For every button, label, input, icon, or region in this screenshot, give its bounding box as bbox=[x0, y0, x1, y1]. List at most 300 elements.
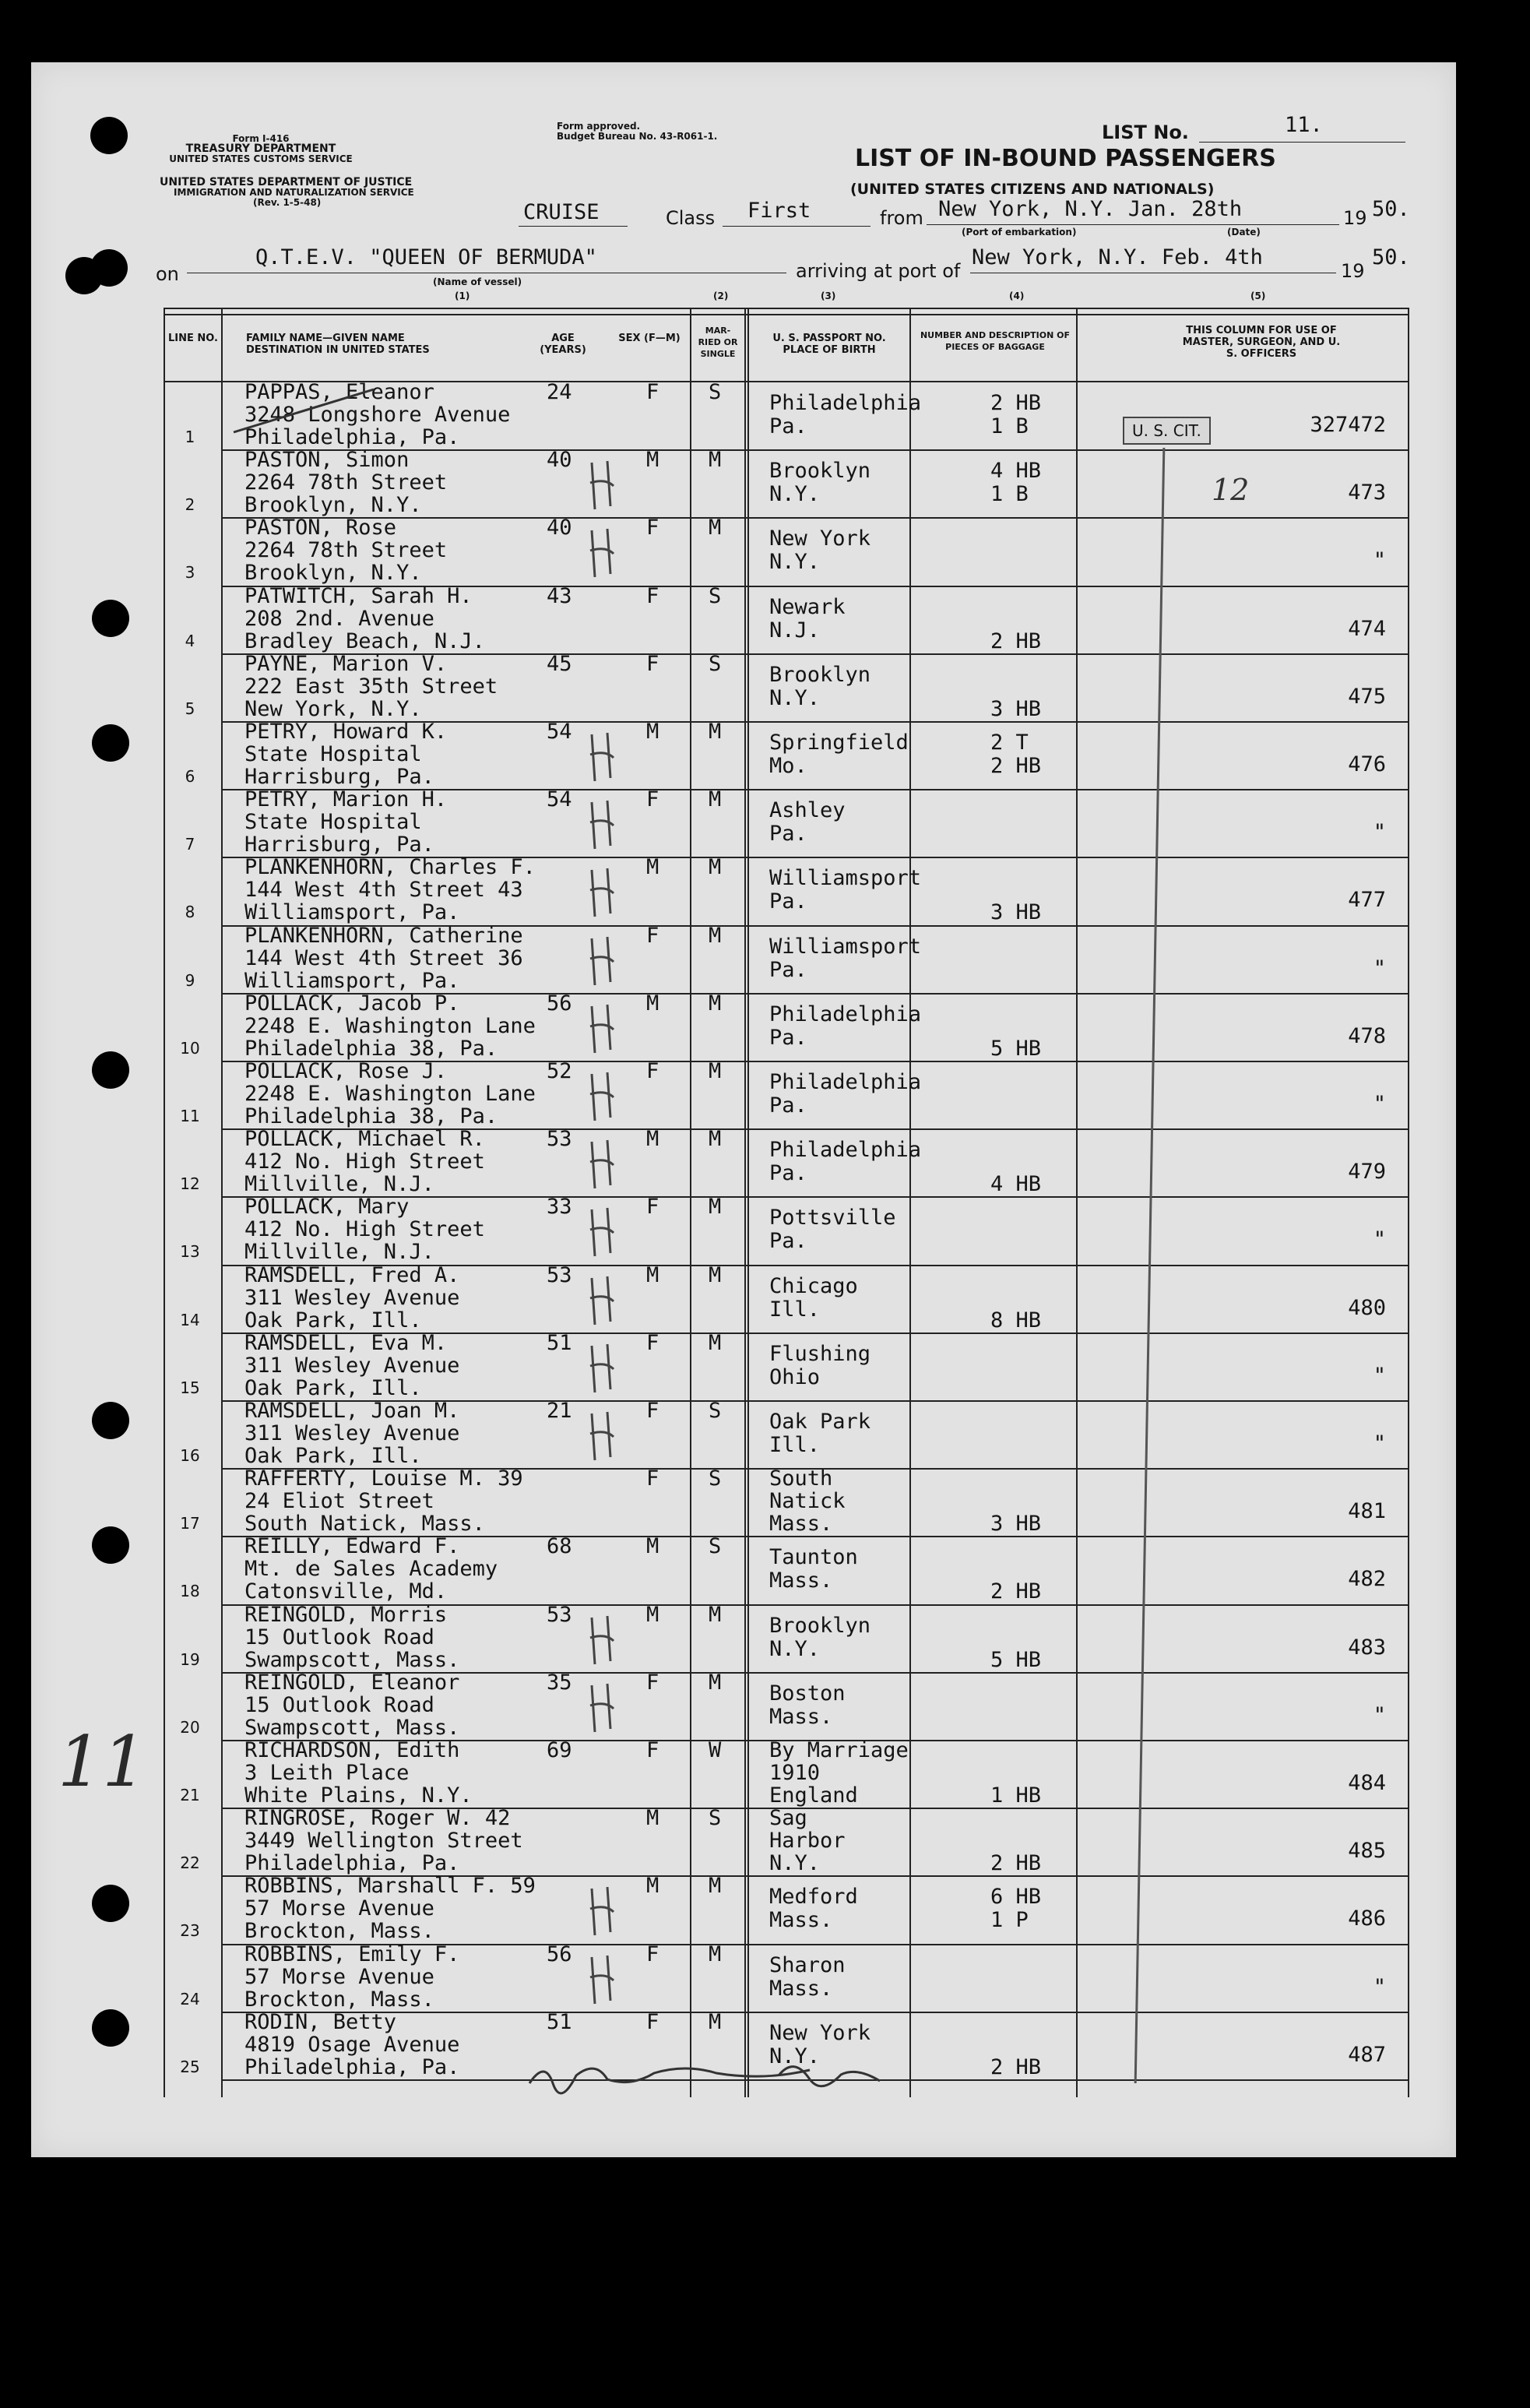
table-row bbox=[164, 1670, 1409, 1741]
birth-place-line2: Natick bbox=[769, 1489, 846, 1514]
table-row bbox=[164, 1534, 1409, 1604]
table-row bbox=[164, 787, 1409, 857]
line-number: 5 bbox=[185, 699, 195, 718]
passenger-name: PLANKENHORN, Charles F. bbox=[244, 855, 536, 880]
col-officers: THIS COLUMN FOR USE OF MASTER, SURGEON, AND U. S. OFFICERS bbox=[1182, 325, 1341, 360]
baggage-line2: 2 HB bbox=[990, 1579, 1042, 1604]
officer-number: " bbox=[1373, 820, 1386, 845]
destination-city: Brockton, Mass. bbox=[244, 1919, 434, 1944]
officer-number: 484 bbox=[1348, 1771, 1386, 1795]
baggage-line2: 1 B bbox=[990, 414, 1029, 438]
passenger-name: POLLACK, Michael R. bbox=[244, 1127, 485, 1152]
destination-city: Williamsport, Pa. bbox=[244, 900, 460, 925]
age: 56 bbox=[547, 1942, 572, 1966]
destination-street: 2264 78th Street bbox=[244, 538, 448, 563]
destination-city: Philadelphia 38, Pa. bbox=[244, 1036, 498, 1061]
destination-street: 57 Morse Avenue bbox=[244, 1964, 434, 1989]
passenger-name: RAFFERTY, Louise M. 39 bbox=[244, 1466, 523, 1491]
punch-hole bbox=[92, 2009, 129, 2047]
age: 33 bbox=[547, 1195, 572, 1220]
line-number: 19 bbox=[180, 1649, 200, 1669]
age: 51 bbox=[547, 1330, 572, 1355]
officer-number: 483 bbox=[1348, 1635, 1386, 1660]
line-number: 7 bbox=[185, 835, 195, 854]
marital-status: M bbox=[709, 855, 722, 880]
marital-status: M bbox=[709, 1059, 722, 1083]
age: 54 bbox=[547, 720, 572, 744]
age: 69 bbox=[547, 1738, 572, 1762]
baggage-line1: 2 HB bbox=[990, 391, 1042, 415]
destination-street: 412 No. High Street bbox=[244, 1149, 485, 1174]
destination-street: 4819 Osage Avenue bbox=[244, 2032, 460, 2057]
line-number: 13 bbox=[180, 1242, 200, 1262]
marital-status: M bbox=[709, 720, 722, 744]
vessel-caption: (Name of vessel) bbox=[433, 276, 522, 287]
date-caption: (Date) bbox=[1227, 227, 1261, 238]
age: 35 bbox=[547, 1670, 572, 1695]
age: 53 bbox=[547, 1262, 572, 1287]
table-row bbox=[164, 857, 1409, 925]
destination-city: Harrisburg, Pa. bbox=[244, 833, 434, 857]
birth-place-line1: New York bbox=[769, 2020, 871, 2045]
birth-place-line2: Mass. bbox=[769, 1908, 833, 1933]
approval-block bbox=[557, 121, 717, 142]
line-number: 1 bbox=[185, 428, 195, 446]
officer-number: 487 bbox=[1348, 2042, 1386, 2067]
marital-status: S bbox=[709, 583, 722, 608]
us-citizen-stamp: U. S. CIT. bbox=[1123, 417, 1211, 445]
checkmark-icon bbox=[584, 1881, 631, 1943]
passenger-name: POLLACK, Rose J. bbox=[244, 1059, 448, 1083]
table-top-rule bbox=[164, 308, 1409, 309]
officer-number: 473 bbox=[1348, 481, 1386, 505]
destination-city: Williamsport, Pa. bbox=[244, 968, 460, 993]
destination-street: 57 Morse Avenue bbox=[244, 1896, 434, 1921]
birth-place-line2: Mass. bbox=[769, 1976, 833, 2001]
form-rev: (Rev. 1-5-48) bbox=[253, 197, 322, 208]
form-approved: Form approved. bbox=[557, 121, 641, 132]
budget-bureau: Budget Bureau No. 43-R061-1. bbox=[557, 131, 718, 142]
divider bbox=[519, 226, 628, 227]
checkmark-icon bbox=[584, 727, 631, 789]
sex: F bbox=[646, 923, 659, 948]
checkmark-icon bbox=[584, 794, 631, 857]
age: 24 bbox=[547, 380, 572, 404]
sex: F bbox=[646, 1466, 659, 1491]
marital-status: M bbox=[709, 1262, 722, 1287]
checkmark-icon bbox=[584, 455, 631, 517]
birth-place-line2: Pa. bbox=[769, 1025, 807, 1050]
baggage-line2: 8 HB bbox=[990, 1308, 1042, 1332]
marital-status: M bbox=[709, 1874, 722, 1899]
table-row bbox=[164, 923, 1409, 994]
col-sex: SEX (F—M) bbox=[618, 333, 681, 344]
line-number: 14 bbox=[180, 1310, 200, 1329]
destination-street: 412 No. High Street bbox=[244, 1217, 485, 1242]
passenger-name: ROBBINS, Emily F. bbox=[244, 1942, 460, 1966]
punch-hole bbox=[90, 117, 128, 154]
baggage-line2: 1 P bbox=[990, 1908, 1029, 1933]
birth-place-line1: Ashley bbox=[769, 798, 846, 823]
list-no-label: LIST No. bbox=[1102, 121, 1189, 143]
birth-place-line1: Springfield bbox=[769, 730, 909, 755]
justice-block bbox=[160, 178, 502, 208]
age: 56 bbox=[547, 991, 572, 1016]
destination-city: Swampscott, Mass. bbox=[244, 1715, 460, 1740]
birth-place-line1: Philadelphia bbox=[769, 1070, 922, 1094]
line-number: 4 bbox=[185, 631, 195, 650]
baggage-line1: 2 T bbox=[990, 730, 1029, 755]
birth-place-line1: Newark bbox=[769, 594, 846, 619]
line-number: 3 bbox=[185, 563, 195, 583]
birth-place-line1: Brooklyn bbox=[769, 662, 871, 687]
passenger-name: RAMSDELL, Joan M. bbox=[244, 1399, 460, 1423]
col-age: AGE (YEARS) bbox=[540, 333, 586, 356]
col-num-2: (2) bbox=[713, 290, 729, 301]
officer-number: " bbox=[1373, 1363, 1386, 1388]
col-name-line1: FAMILY NAME—GIVEN NAME bbox=[246, 333, 405, 344]
table-row bbox=[164, 583, 1409, 654]
table-row bbox=[164, 1401, 1409, 1469]
line-number: 15 bbox=[180, 1378, 200, 1397]
baggage-line2: 3 HB bbox=[990, 696, 1042, 721]
birth-place-line1: South bbox=[769, 1466, 833, 1491]
checkmark-icon bbox=[584, 862, 631, 924]
line-number: 2 bbox=[185, 495, 195, 515]
birth-place-line1: Philadelphia bbox=[769, 1002, 922, 1026]
officer-number: 475 bbox=[1348, 684, 1386, 709]
birth-place-line1: Oak Park bbox=[769, 1410, 871, 1434]
class-label: Class bbox=[666, 207, 716, 229]
table-row bbox=[164, 518, 1409, 586]
sex: M bbox=[646, 991, 659, 1016]
sex: F bbox=[646, 1670, 659, 1695]
baggage-line2: 5 HB bbox=[990, 1647, 1042, 1672]
destination-street: 144 West 4th Street 36 bbox=[244, 945, 523, 970]
officer-number: " bbox=[1373, 1092, 1386, 1116]
birth-place-line1: Williamsport bbox=[769, 934, 922, 959]
col-married: MAR- RIED OR SINGLE bbox=[698, 326, 738, 359]
line-number: 22 bbox=[180, 1854, 200, 1873]
age: 40 bbox=[547, 448, 572, 473]
destination-city: Millville, N.J. bbox=[244, 1240, 434, 1265]
marital-status: S bbox=[709, 1399, 722, 1423]
officer-number: 477 bbox=[1348, 888, 1386, 913]
baggage-line2: 2 HB bbox=[990, 1851, 1042, 1876]
port-caption: (Port of embarkation) bbox=[962, 227, 1077, 238]
birth-place-line2: N.Y. bbox=[769, 550, 821, 575]
punch-hole bbox=[90, 249, 128, 287]
destination-street: 208 2nd. Avenue bbox=[244, 606, 434, 631]
table-row bbox=[164, 991, 1409, 1061]
sex: F bbox=[646, 1059, 659, 1083]
cruise-label: CRUISE bbox=[523, 200, 600, 224]
line-number: 21 bbox=[180, 1786, 200, 1804]
passenger-table bbox=[164, 308, 1409, 2097]
margin-mark: 11 bbox=[58, 1721, 147, 1803]
officer-number: " bbox=[1373, 1974, 1386, 1999]
baggage-line2: 1 HB bbox=[990, 1783, 1042, 1808]
table-row bbox=[164, 1330, 1409, 1401]
birth-place-line2: N.Y. bbox=[769, 685, 821, 710]
divider bbox=[927, 224, 1339, 225]
checkmark-icon bbox=[584, 1134, 631, 1196]
handwritten-12: 12 bbox=[1212, 473, 1250, 507]
birth-place-line1: Brooklyn bbox=[769, 1613, 871, 1638]
line-number: 11 bbox=[180, 1107, 200, 1125]
line-number: 16 bbox=[180, 1446, 200, 1465]
birth-place-line1: Sharon bbox=[769, 1952, 846, 1977]
birth-place-line2: Ohio bbox=[769, 1364, 821, 1389]
passenger-name: RAMSDELL, Eva M. bbox=[244, 1330, 448, 1355]
line-number: 25 bbox=[180, 2057, 200, 2076]
officer-number: 479 bbox=[1348, 1160, 1386, 1185]
table-row bbox=[164, 1942, 1409, 2012]
form-number: Form I-416 bbox=[232, 133, 290, 144]
age: 53 bbox=[547, 1602, 572, 1627]
punch-hole bbox=[92, 1051, 129, 1089]
destination-street: State Hospital bbox=[244, 742, 422, 766]
birth-place-line2: Pa. bbox=[769, 1229, 807, 1254]
arriving-year: 50. bbox=[1372, 245, 1410, 269]
passenger-name: POLLACK, Mary bbox=[244, 1195, 410, 1220]
destination-city: Oak Park, Ill. bbox=[244, 1308, 422, 1332]
sex: M bbox=[646, 720, 659, 744]
baggage-line2: 2 HB bbox=[990, 754, 1042, 778]
table-row bbox=[164, 1061, 1409, 1129]
class-value: First bbox=[747, 199, 811, 223]
marital-status: S bbox=[709, 1534, 722, 1559]
sex: M bbox=[646, 1874, 659, 1899]
marital-status: S bbox=[709, 1806, 722, 1831]
birth-place-line2: Pa. bbox=[769, 957, 807, 982]
sex: F bbox=[646, 2009, 659, 2034]
officer-number: 481 bbox=[1348, 1499, 1386, 1524]
sex: F bbox=[646, 1942, 659, 1966]
passenger-name: PAPPAS, Eleanor bbox=[244, 380, 434, 404]
destination-city: Harrisburg, Pa. bbox=[244, 765, 434, 789]
checkmark-icon bbox=[584, 1406, 631, 1468]
officer-number: 480 bbox=[1348, 1295, 1386, 1320]
punch-hole bbox=[92, 1526, 129, 1564]
checkmark-icon bbox=[584, 1678, 631, 1740]
destination-city: Brooklyn, N.Y. bbox=[244, 561, 422, 586]
destination-city: Oak Park, Ill. bbox=[244, 1444, 422, 1468]
marital-status: M bbox=[709, 1127, 722, 1152]
arriving-label: arriving at port of bbox=[796, 260, 961, 282]
destination-city: Philadelphia 38, Pa. bbox=[244, 1104, 498, 1128]
officer-number: 327472 bbox=[1310, 413, 1386, 437]
birth-place-line3: England bbox=[769, 1783, 858, 1808]
birth-place-line1: Brooklyn bbox=[769, 459, 871, 484]
birth-place-line1: Philadelphia bbox=[769, 1138, 922, 1163]
table-row bbox=[164, 1876, 1409, 1944]
table-row bbox=[164, 1808, 1409, 1876]
destination-city: Philadelphia, Pa. bbox=[244, 1851, 460, 1876]
sex: F bbox=[646, 583, 659, 608]
sex: F bbox=[646, 1195, 659, 1220]
table-row bbox=[164, 1262, 1409, 1333]
baggage-line2: 2 HB bbox=[990, 628, 1042, 653]
passenger-name: RAMSDELL, Fred A. bbox=[244, 1262, 460, 1287]
arriving-year-prefix: 19 bbox=[1341, 260, 1365, 282]
marital-status: M bbox=[709, 516, 722, 540]
destination-city: Oak Park, Ill. bbox=[244, 1375, 422, 1400]
destination-city: Swampscott, Mass. bbox=[244, 1647, 460, 1672]
marital-status: M bbox=[709, 923, 722, 948]
from-year-prefix: 19 bbox=[1343, 207, 1367, 229]
form-title: LIST OF IN-BOUND PASSENGERS bbox=[855, 145, 1276, 172]
baggage-line1: 4 HB bbox=[990, 459, 1042, 484]
destination-city: Bradley Beach, N.J. bbox=[244, 628, 485, 653]
marital-status: W bbox=[709, 1738, 722, 1762]
birth-place-line2: N.Y. bbox=[769, 482, 821, 507]
birth-place-line2: Pa. bbox=[769, 1093, 807, 1118]
destination-street: 15 Outlook Road bbox=[244, 1692, 434, 1717]
customs-service: UNITED STATES CUSTOMS SERVICE bbox=[169, 153, 353, 164]
birth-place-line1: Flushing bbox=[769, 1341, 871, 1366]
age: 68 bbox=[547, 1534, 572, 1559]
destination-street: 3248 Longshore Avenue bbox=[244, 403, 511, 427]
passenger-name: PLANKENHORN, Catherine bbox=[244, 923, 523, 948]
sex: F bbox=[646, 516, 659, 540]
passenger-name: RINGROSE, Roger W. 42 bbox=[244, 1806, 511, 1831]
birth-place-line2: Ill. bbox=[769, 1297, 821, 1322]
destination-city: Philadelphia, Pa. bbox=[244, 2054, 460, 2079]
checkmark-icon bbox=[584, 1338, 631, 1400]
birth-place-line1: Taunton bbox=[769, 1545, 858, 1570]
destination-street: 3449 Wellington Street bbox=[244, 1829, 523, 1854]
form-subtitle: (UNITED STATES CITIZENS AND NATIONALS) bbox=[850, 181, 1215, 198]
table-row bbox=[164, 1129, 1409, 1197]
from-value: New York, N.Y. Jan. 28th bbox=[938, 197, 1243, 221]
line-number: 10 bbox=[180, 1038, 200, 1058]
sex: F bbox=[646, 1738, 659, 1762]
birth-place-line1: Boston bbox=[769, 1681, 846, 1706]
destination-city: South Natick, Mass. bbox=[244, 1512, 485, 1537]
birth-place-line2: Pa. bbox=[769, 1161, 807, 1186]
destination-street: 144 West 4th Street 43 bbox=[244, 878, 523, 903]
birth-place-line1: Williamsport bbox=[769, 866, 922, 891]
marital-status: M bbox=[709, 1195, 722, 1220]
officer-number: 478 bbox=[1348, 1023, 1386, 1048]
passenger-name: ROBBINS, Marshall F. 59 bbox=[244, 1874, 536, 1899]
destination-city: Philadelphia, Pa. bbox=[244, 425, 460, 449]
sex: M bbox=[646, 1534, 659, 1559]
destination-city: Brooklyn, N.Y. bbox=[244, 493, 422, 518]
sex: F bbox=[646, 380, 659, 404]
age: 52 bbox=[547, 1059, 572, 1083]
col-name bbox=[246, 333, 495, 356]
sex: F bbox=[646, 651, 659, 676]
destination-city: New York, N.Y. bbox=[244, 696, 422, 721]
destination-street: 15 Outlook Road bbox=[244, 1625, 434, 1649]
table-top-rule bbox=[164, 314, 1409, 315]
line-number: 23 bbox=[180, 1921, 200, 1941]
divider bbox=[723, 226, 871, 227]
ins-service: IMMIGRATION AND NATURALIZATION SERVICE bbox=[174, 187, 414, 198]
sex: M bbox=[646, 1806, 659, 1831]
destination-street: State Hospital bbox=[244, 810, 422, 835]
birth-place-line1: Sag bbox=[769, 1806, 807, 1831]
birth-place-line2: Mo. bbox=[769, 754, 807, 778]
col-baggage: NUMBER AND DESCRIPTION OF PIECES OF BAGGAGE bbox=[920, 330, 1071, 352]
marital-status: M bbox=[709, 787, 722, 812]
age: 53 bbox=[547, 1127, 572, 1152]
line-number: 24 bbox=[180, 1989, 200, 2008]
checkmark-icon bbox=[584, 1066, 631, 1128]
officer-number: 486 bbox=[1348, 1906, 1386, 1931]
justice-dept: UNITED STATES DEPARTMENT OF JUSTICE bbox=[160, 176, 413, 188]
birth-place-line2: Pa. bbox=[769, 822, 807, 847]
age: 45 bbox=[547, 651, 572, 676]
officer-number: " bbox=[1373, 956, 1386, 980]
destination-city: Brockton, Mass. bbox=[244, 1987, 434, 2012]
passenger-name: PETRY, Marion H. bbox=[244, 787, 448, 812]
checkmark-icon bbox=[584, 931, 631, 993]
sex: M bbox=[646, 1127, 659, 1152]
birth-place-line2: Pa. bbox=[769, 414, 807, 438]
age: 43 bbox=[547, 583, 572, 608]
sex: M bbox=[646, 1602, 659, 1627]
marital-status: S bbox=[709, 380, 722, 404]
sex: M bbox=[646, 1262, 659, 1287]
checkmark-icon bbox=[584, 523, 631, 585]
arriving-value: New York, N.Y. Feb. 4th bbox=[972, 245, 1263, 269]
on-label: on bbox=[156, 263, 179, 285]
marital-status: M bbox=[709, 2009, 722, 2034]
destination-street: 24 Eliot Street bbox=[244, 1489, 434, 1514]
sex: F bbox=[646, 1399, 659, 1423]
checkmark-icon bbox=[584, 1610, 631, 1672]
line-number: 20 bbox=[180, 1717, 200, 1737]
baggage-line2: 5 HB bbox=[990, 1036, 1042, 1061]
sex: M bbox=[646, 855, 659, 880]
line-number: 12 bbox=[180, 1174, 200, 1194]
destination-city: White Plains, N.Y. bbox=[244, 1783, 473, 1808]
birth-place-line2: Harbor bbox=[769, 1829, 846, 1854]
officer-number: 482 bbox=[1348, 1567, 1386, 1592]
from-year: 50. bbox=[1372, 197, 1410, 221]
punch-hole bbox=[92, 1402, 129, 1439]
table-row bbox=[164, 651, 1409, 722]
passenger-name: PASTON, Rose bbox=[244, 516, 397, 540]
birth-place-line1: By Marriage bbox=[769, 1738, 909, 1762]
sex: F bbox=[646, 1330, 659, 1355]
passenger-name: RICHARDSON, Edith bbox=[244, 1738, 460, 1762]
marital-status: M bbox=[709, 1942, 722, 1966]
destination-street: 2248 E. Washington Lane bbox=[244, 1082, 536, 1106]
birth-place-line2: N.Y. bbox=[769, 1636, 821, 1661]
list-no-value: 11. bbox=[1285, 113, 1323, 137]
officer-number: " bbox=[1373, 1227, 1386, 1252]
passenger-name: PAYNE, Marion V. bbox=[244, 651, 448, 676]
birth-place-line1: Chicago bbox=[769, 1273, 858, 1298]
passenger-name: POLLACK, Jacob P. bbox=[244, 991, 460, 1016]
table-row bbox=[164, 1602, 1409, 1673]
birth-place-line2: N.Y. bbox=[769, 2044, 821, 2068]
officer-number: " bbox=[1373, 1702, 1386, 1727]
checkmark-icon bbox=[584, 1949, 631, 2012]
birth-place-line2: 1910 bbox=[769, 1761, 821, 1785]
table-row bbox=[164, 1197, 1409, 1265]
marital-status: S bbox=[709, 651, 722, 676]
line-number: 9 bbox=[185, 970, 195, 990]
signature-icon bbox=[522, 2052, 927, 2107]
destination-street: 222 East 35th Street bbox=[244, 674, 498, 699]
marital-status: M bbox=[709, 1670, 722, 1695]
passenger-name: REINGOLD, Eleanor bbox=[244, 1670, 460, 1695]
